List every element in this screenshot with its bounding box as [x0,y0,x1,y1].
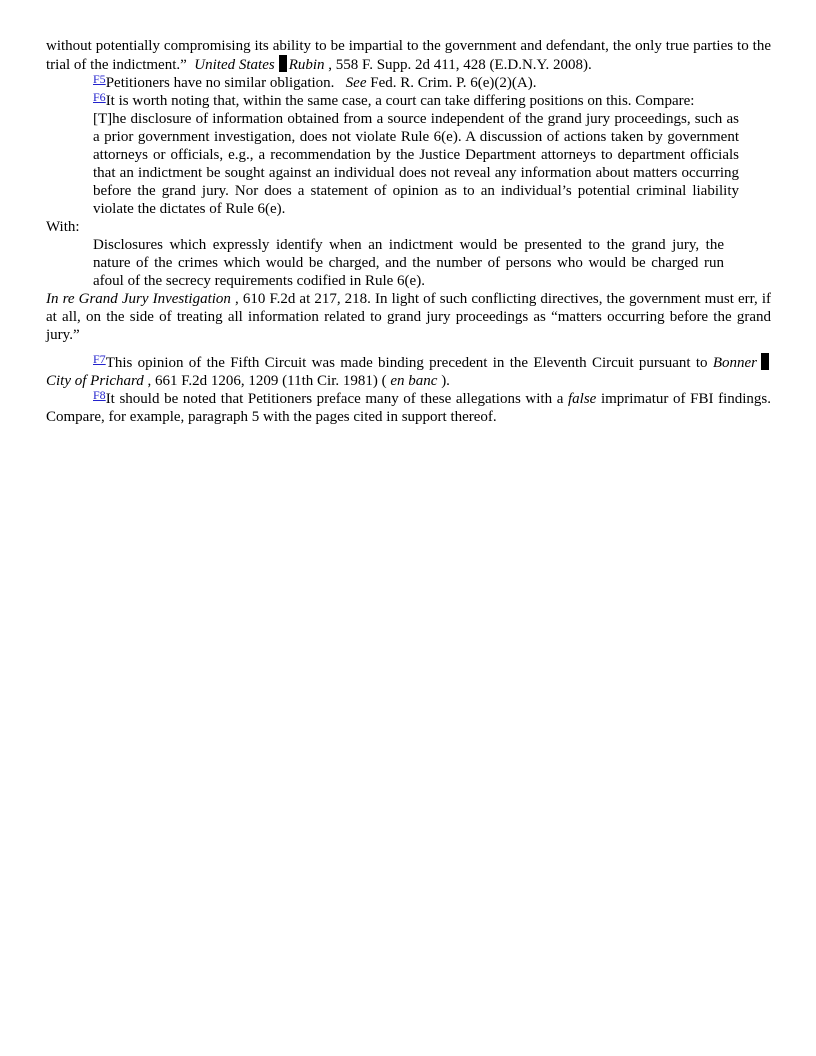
footnote-f8 [46,390,771,426]
f7-citation: , 661 F.2d 1206, 1209 (11th Cir. 1981) ( [147,373,387,389]
footnote-link-f7[interactable]: F7 [93,352,106,366]
footnote-f6 [46,92,771,110]
f6-text: It is worth noting that, within the same case, a court can take differing positions on this. Compare: [105,93,695,109]
footnote-link-f5[interactable]: F5 [93,72,106,86]
f6-block-quote-2: Disclosures which expressly identify when an indictment would be presented to the grand jury, the nature of the crimes which would be charged, and the number of persons who would be charged run afoul of the secrecy requirements codified in Rule 6(e). [93,237,724,289]
f6-block-quote-1: [T]he disclosure of information obtained from a source independent of the grand jury proceedings, such as a prior government investigation, does not violate Rule 6(e). A discussion of actions taken by government attorneys or officials, e.g., a recommendation by the Justice Department attorneys to department officials that an indictment be sought against an individual does not reveal any information about matters occurring before the grand jury. Nor does a statement of opinion as to an individual’s potential criminal liability violate the dictates of Rule 6(e). [93,111,739,217]
case-name-bonner: Bonner [712,355,757,371]
intro-citation: , 558 F. Supp. 2d 411, 428 (E.D.N.Y. 2008). [328,57,592,73]
case-name-grand-jury: In re Grand Jury Investigation [46,291,231,307]
case-name-united-states: United States [194,57,275,73]
redaction-mark [761,353,769,370]
intro-text: without potentially compromising its ability to be impartial to the government and defendant, the only true parties to the trial of the indictment.” [46,38,771,73]
document-page [46,37,771,426]
f6-conclusion [46,290,771,344]
f8-text-b: imprimatur of FBI findings. Compare, for example, paragraph 5 with the pages cited in support thereof. [46,391,772,425]
redaction-mark [279,55,287,72]
case-name-rubin: Rubin [288,57,325,73]
footnote-f7 [46,353,771,390]
f8-false-word: false [567,391,597,407]
f6-conclusion-text: , 610 F.2d at 217, 218. In light of such conflicting directives, the government must err, if at all, on the side of treating all information related to grand jury proceedings as “matters occurring before the grand jury.” [46,291,771,343]
footnote-f5 [46,74,771,92]
case-name-city-of-prichard: City of Prichard [46,373,144,389]
f7-text: This opinion of the Fifth Circuit was made binding precedent in the Eleventh Circuit pursuant to [105,355,708,371]
footnote-link-f8[interactable]: F8 [93,388,106,402]
f7-en-banc: en banc [390,373,438,389]
f5-text: Petitioners have no similar obligation. [105,75,335,91]
intro-paragraph [46,37,771,74]
f7-close: ). [441,373,450,389]
f8-text-a: It should be noted that Petitioners preface many of these allegations with a [105,391,564,407]
f5-see-signal: See [345,75,367,91]
f5-citation: Fed. R. Crim. P. 6(e)(2)(A). [370,75,537,91]
footnote-link-f6[interactable]: F6 [93,90,106,104]
f6-with-label: With: [46,219,80,235]
